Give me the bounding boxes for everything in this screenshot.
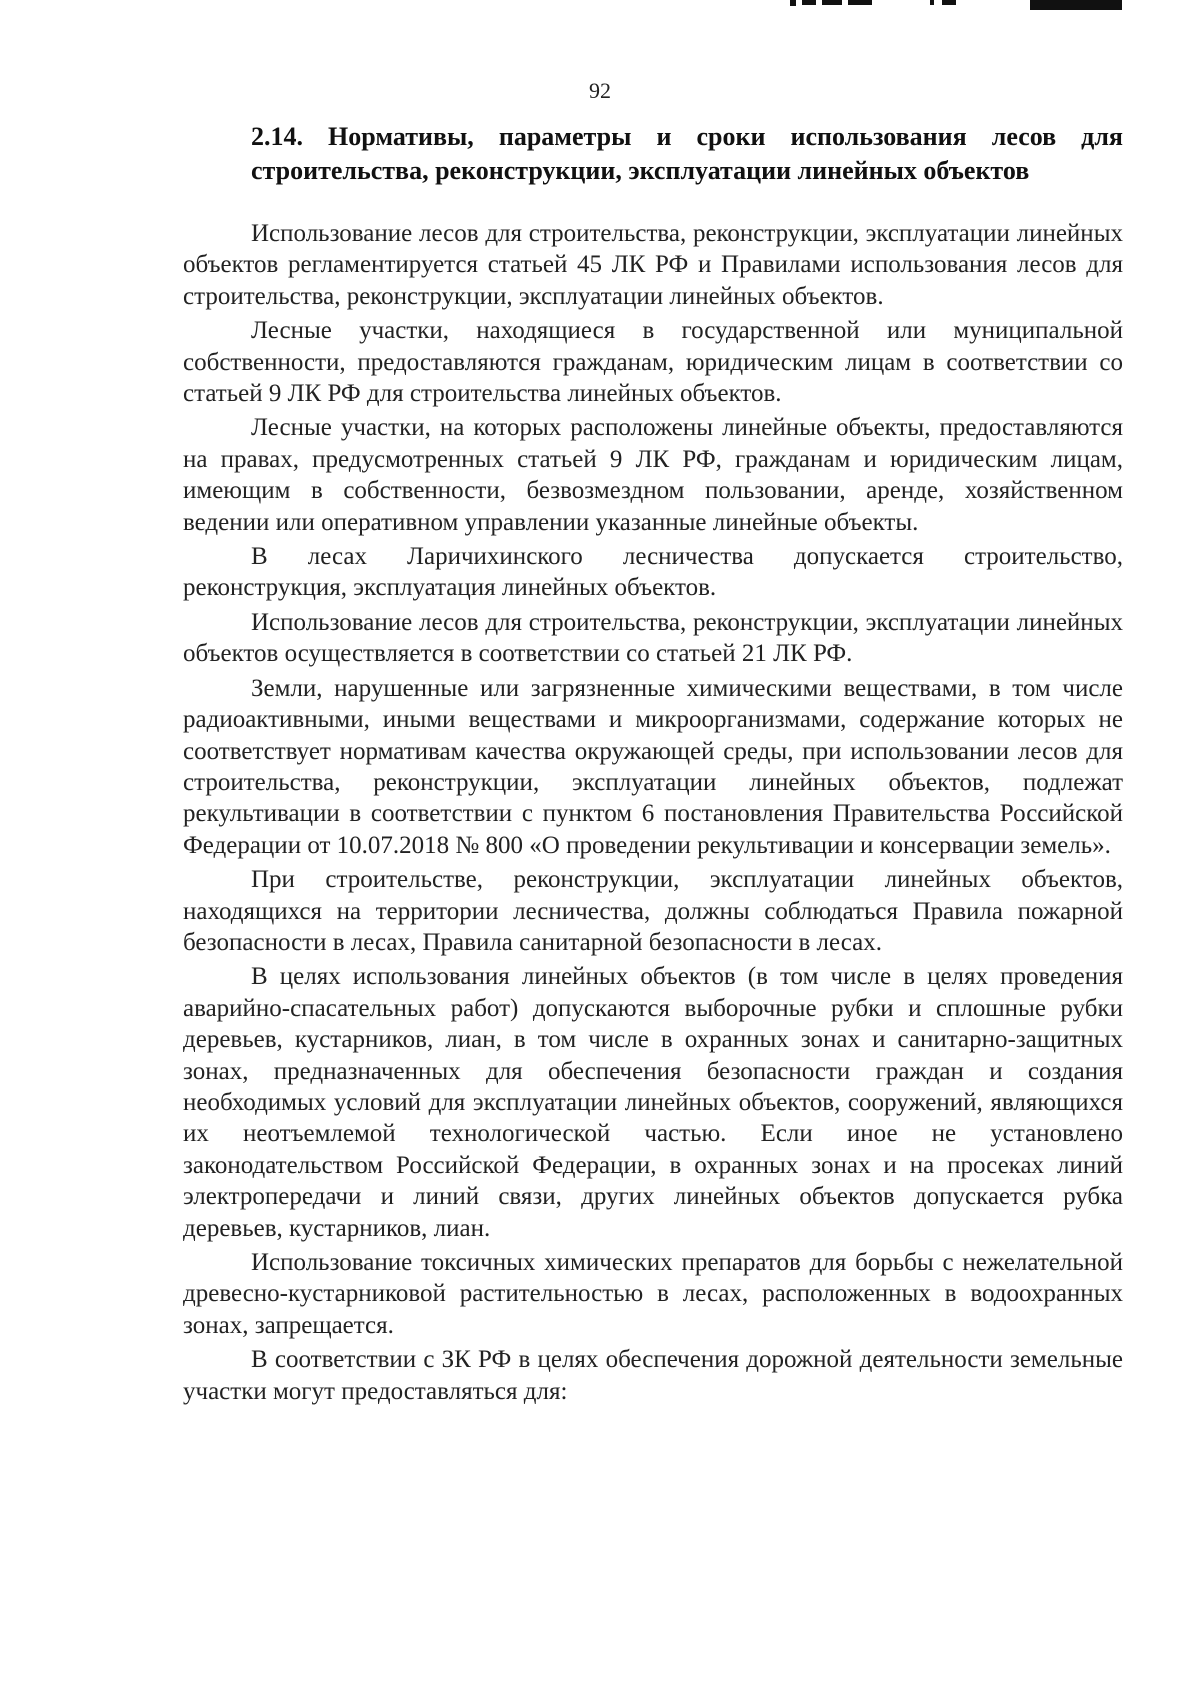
paragraph: В лесах Ларичихинского лесничества допускается строительство, реконструкция, эксплуатация линейных объектов. — [183, 543, 1123, 602]
paragraph: Земли, нарушенные или загрязненные химическими веществами, в том числе радиоактивными, иными веществами и микроорганизмами, содержание которых не соответствует нормативам качества окружающей среды, при использовании лесов для строительства, реконструкции, эксплуатации линейных объектов, подлежат рекультивации в соответствии с пунктом 6 постановления Правительства Российской Федерации от 10.07.2018 № 800 «О проведении рекультивации и консервации земель». — [183, 674, 1123, 859]
paragraph: Лесные участки, на которых расположены линейные объекты, предоставляются на правах, предусмотренных статьей 9 ЛК РФ, гражданам и юридическим лицам, имеющим в собственности, безвозмездном пользовании, аренде, хозяйственном ведении или оперативном управлении указанные линейные объекты. — [183, 414, 1123, 536]
paragraph: При строительстве, реконструкции, эксплуатации линейных объектов, находящихся на территории лесничества, должны соблюдаться Правила пожарной безопасности в лесах, Правила санитарной безопасности в лесах. — [183, 866, 1123, 956]
section-title: 2.14. Нормативы, параметры и сроки использования лесов для строительства, реконструкции, эксплуатации линейных объектов — [251, 122, 1123, 185]
page-number: 92 — [589, 78, 611, 103]
paragraph: В целях использования линейных объектов (в том числе в целях проведения аварийно-спасательных работ) допускаются выборочные рубки и сплошные рубки деревьев, кустарников, лиан, в том числе в охранных зонах и санитарно-защитных зонах, предназначенных для обеспечения безопасности граждан и создания необходимых условий для эксплуатации линейных объектов, сооружений, являющихся их неотъемлемой технологической частью. Если иное не установлено законодательством Российской Федерации, в охранных зонах и на просеках линий электропередачи и линий связи, других линейных объектов допускается рубка деревьев, кустарников, лиан. — [183, 963, 1123, 1242]
paragraph: Использование токсичных химических препаратов для борьбы с нежелательной древесно-кустарниковой растительностью в лесах, расположенных в водоохранных зонах, запрещается. — [183, 1249, 1123, 1339]
scan-artifact-marks — [0, 0, 1200, 12]
paragraph: Использование лесов для строительства, реконструкции, эксплуатации линейных объектов регламентируется статьей 45 ЛК РФ и Правилами использования лесов для строительства, реконструкции, эксплуатации линейных объектов. — [183, 220, 1123, 310]
document-body — [183, 218, 1123, 1410]
paragraph: В соответствии с ЗК РФ в целях обеспечения дорожной деятельности земельные участки могут предоставляться для: — [183, 1346, 1123, 1405]
paragraph: Использование лесов для строительства, реконструкции, эксплуатации линейных объектов осуществляется в соответствии со статьей 21 ЛК РФ. — [183, 608, 1123, 668]
paragraph: Лесные участки, находящиеся в государственной или муниципальной собственности, предоставляются гражданам, юридическим лицам в соответствии со статьей 9 ЛК РФ для строительства линейных объектов. — [183, 317, 1123, 408]
section-heading — [183, 120, 1123, 188]
